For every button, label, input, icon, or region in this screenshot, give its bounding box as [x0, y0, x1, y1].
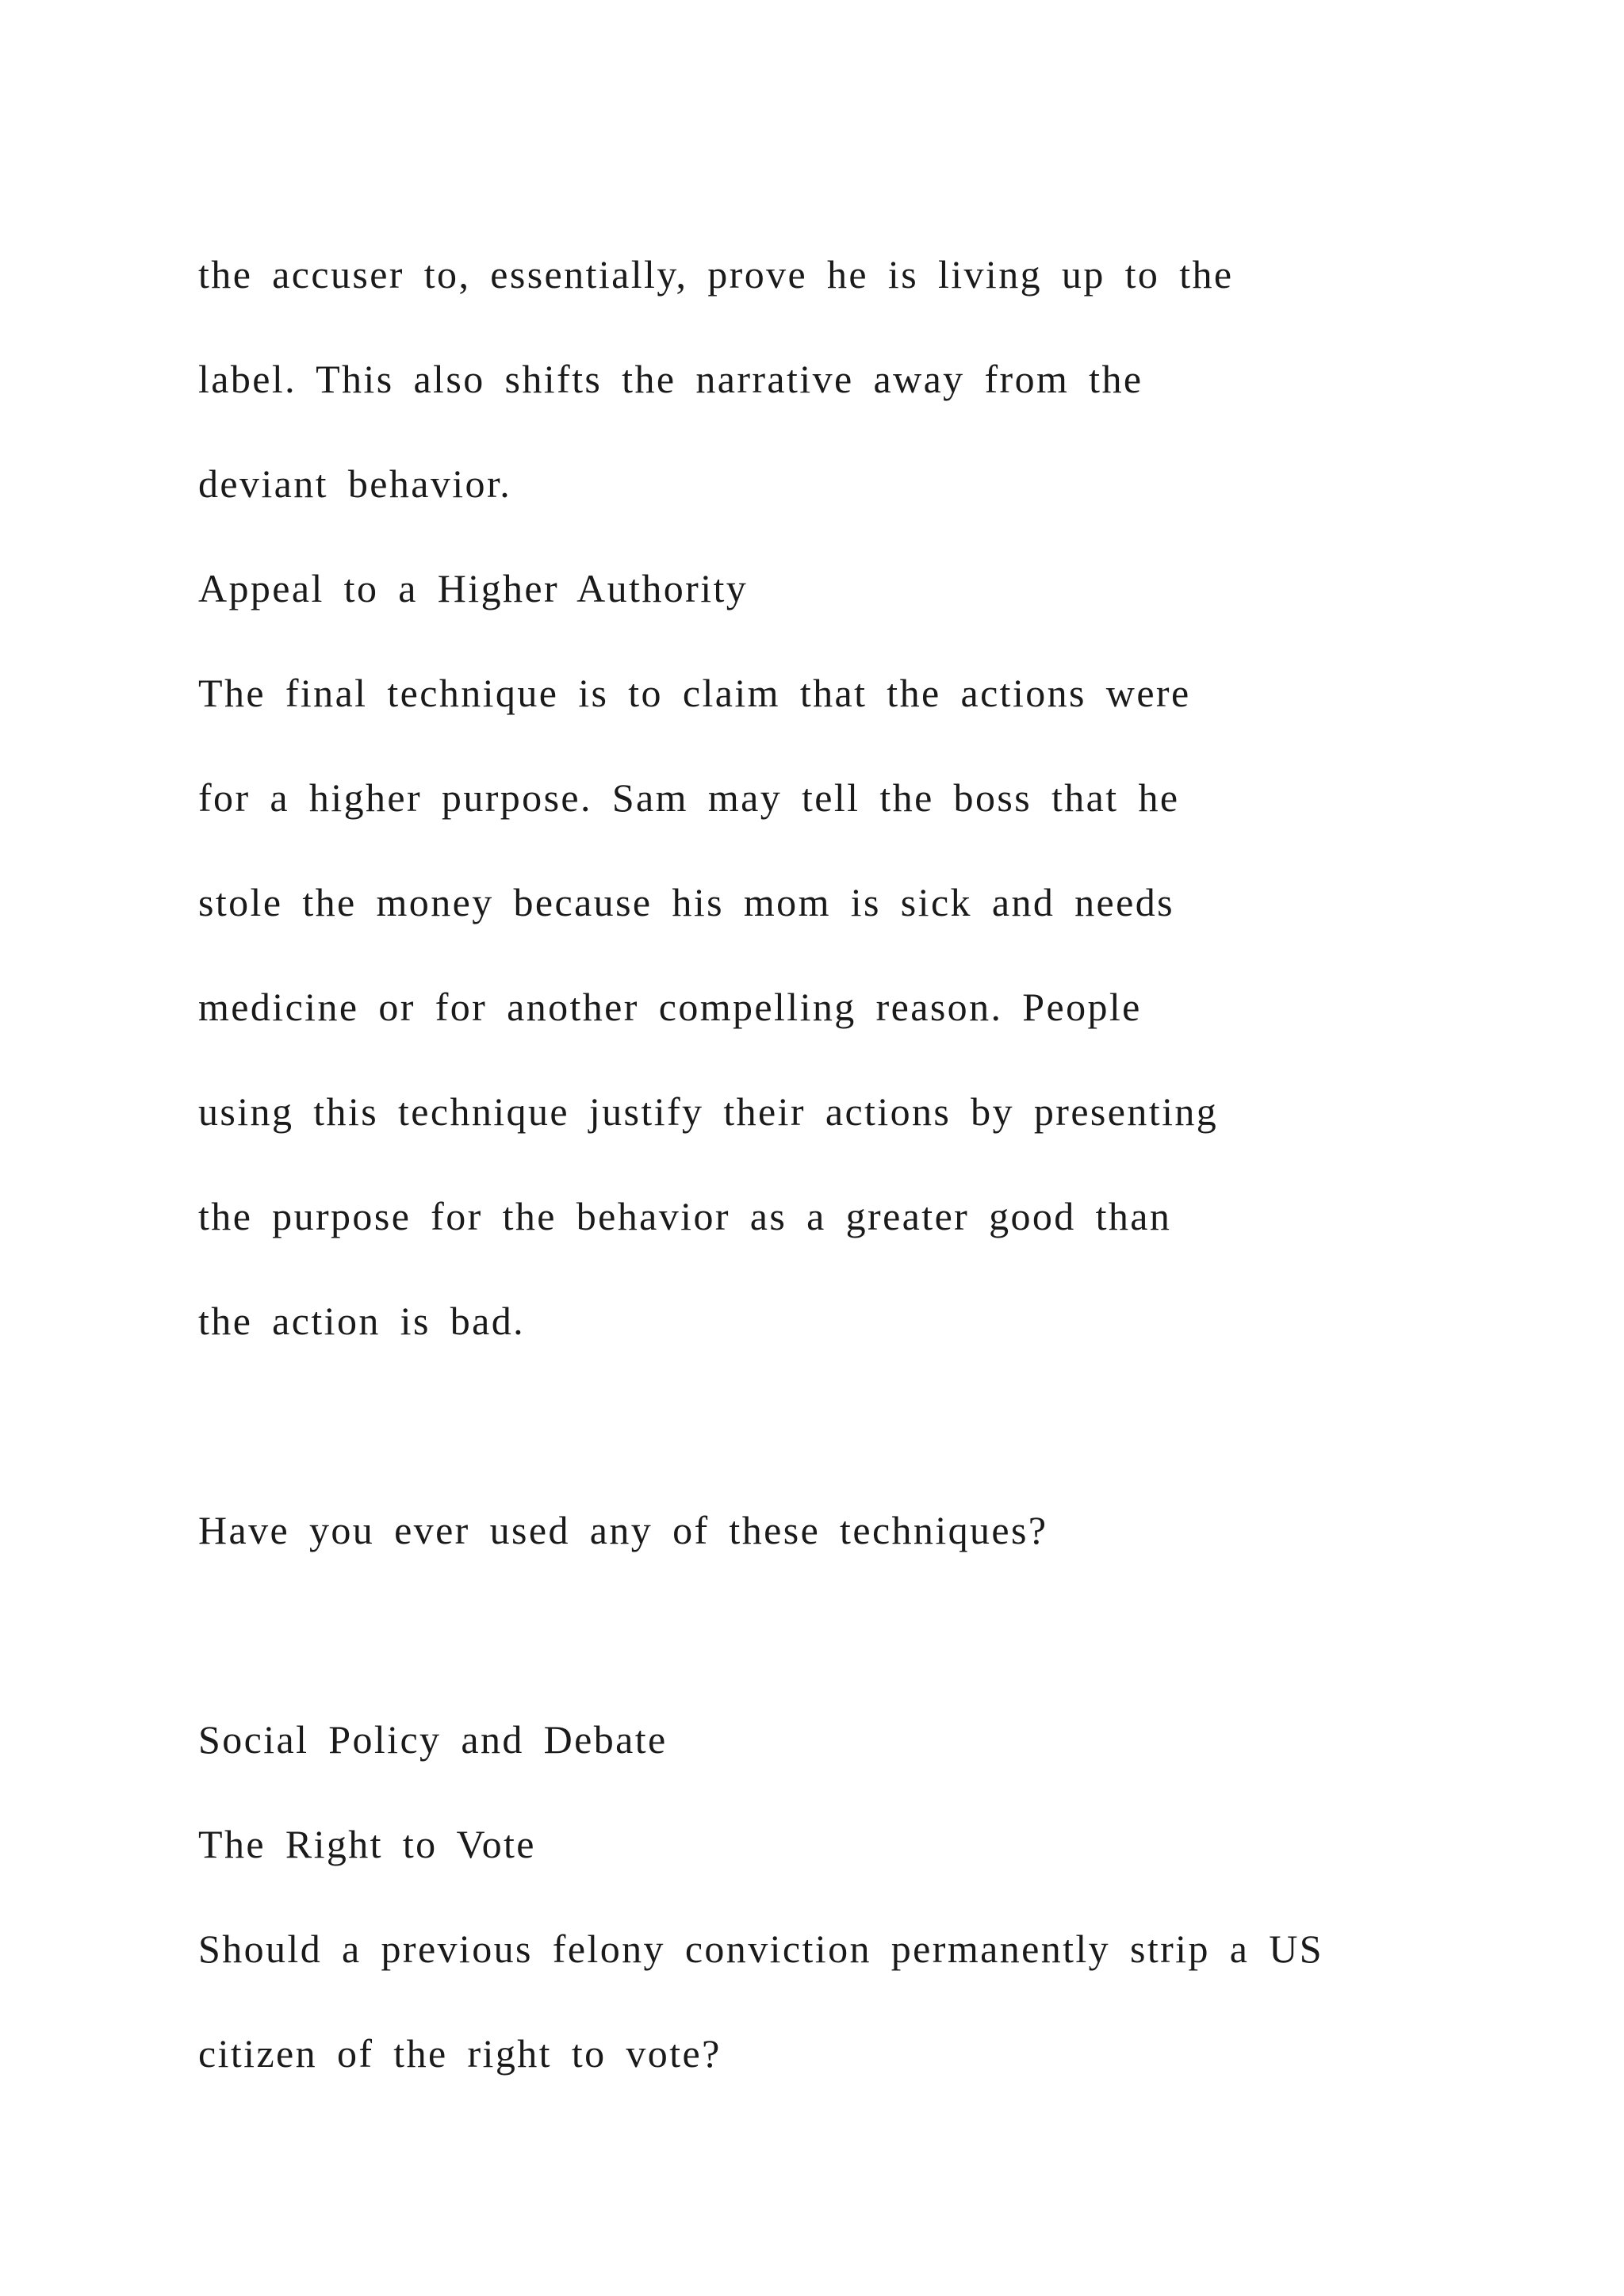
section-heading: Social Policy and Debate — [198, 1717, 668, 1762]
text-line: for a higher purpose. Sam may tell the boss that he — [198, 775, 1180, 820]
text-line: the accuser to, essentially, prove he is living up to the — [198, 252, 1234, 297]
text-line: the purpose for the behavior as a greater good than — [198, 1194, 1172, 1238]
text-line: citizen of the right to vote? — [198, 2031, 722, 2076]
question-line: Have you ever used any of these techniques? — [198, 1508, 1048, 1552]
text-line: label. This also shifts the narrative away from the — [198, 357, 1143, 401]
text-line: using this technique justify their actions by presenting — [198, 1089, 1219, 1134]
text-line: medicine or for another compelling reason. People — [198, 985, 1142, 1029]
text-line: deviant behavior. — [198, 461, 512, 506]
section-heading: Appeal to a Higher Authority — [198, 566, 749, 610]
text-line: the action is bad. — [198, 1299, 525, 1343]
text-line: stole the money because his mom is sick and needs — [198, 880, 1174, 924]
subsection-heading: The Right to Vote — [198, 1822, 536, 1866]
text-line: The final technique is to claim that the actions were — [198, 671, 1191, 715]
text-line: Should a previous felony conviction permanently strip a US — [198, 1927, 1323, 1971]
